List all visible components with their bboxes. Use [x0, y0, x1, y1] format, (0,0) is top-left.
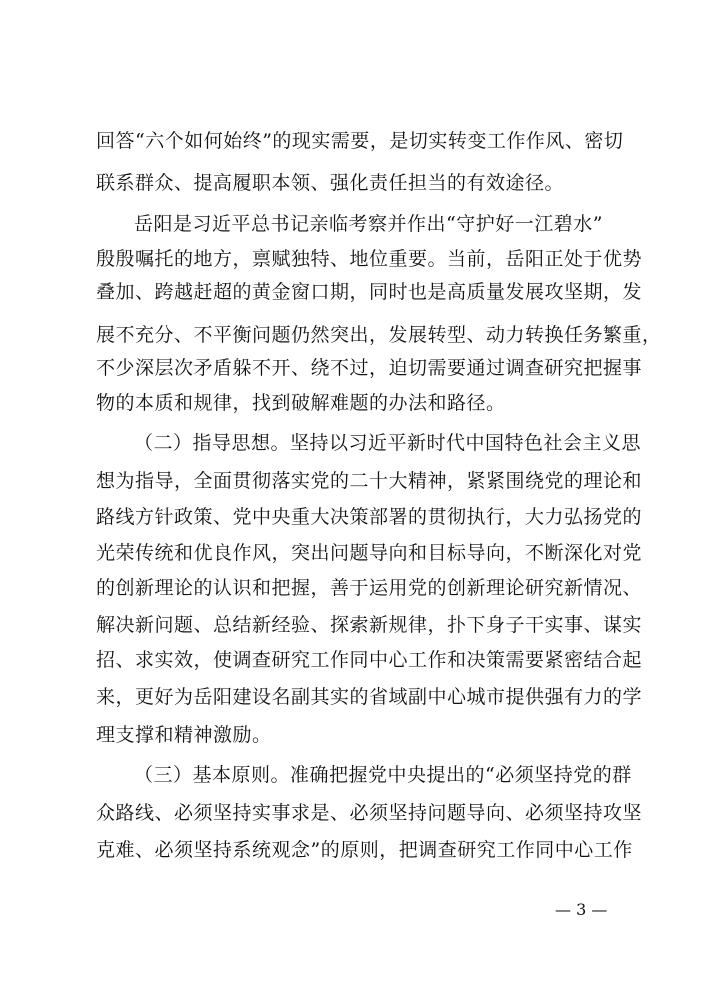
body-text-line: 解决新问题、总结新经验、探索新规律，扑下身子干实事、谋实 — [96, 614, 643, 636]
page-number: — 3 — — [555, 900, 608, 919]
body-text-line: 不少深层次矛盾躲不开、绕不过，迫切需要通过调查研究把握事 — [96, 357, 643, 379]
section-heading-line: （二）指导思想。坚持以习近平新时代中国特色社会主义思 — [134, 432, 642, 454]
body-text-line: 的创新理论的认识和把握，善于运用党的创新理论研究新情况、 — [96, 577, 643, 599]
body-text-line: 展不充分、不平衡问题仍然突出，发展转型、动力转换任务繁重， — [96, 324, 662, 346]
body-text-line: 殷殷嘱托的地方，禀赋独特、地位重要。当前，岳阳正处于优势 — [96, 248, 643, 270]
body-text-line: 克难、必须坚持系统观念”的原则，把调查研究工作同中心工作 — [96, 839, 633, 861]
body-text-line: 理支撑和精神激励。 — [96, 724, 272, 746]
body-text-line: 来，更好为岳阳建设名副其实的省域副中心城市提供强有力的学 — [96, 686, 643, 708]
body-text-line: 联系群众、提高履职本领、强化责任担当的有效途径。 — [96, 172, 565, 194]
body-text-line: 回答“六个如何始终”的现实需要，是切实转变工作作风、密切 — [96, 130, 624, 152]
body-text-line: 叠加、跨越赶超的黄金窗口期，同时也是高质量发展攻坚期，发 — [96, 281, 643, 303]
body-text-line: 众路线、必须坚持实事求是、必须坚持问题导向、必须坚持攻坚 — [96, 802, 643, 824]
body-text-line: 光荣传统和优良作风，突出问题导向和目标导向，不断深化对党 — [96, 542, 643, 564]
body-text-line: 想为指导，全面贯彻落实党的二十大精神，紧紧围绕党的理论和 — [96, 470, 643, 492]
section-heading-line: （三）基本原则。准确把握党中央提出的“必须坚持党的群 — [134, 764, 632, 786]
body-text-line: 物的本质和规律，找到破解难题的办法和路径。 — [96, 392, 506, 414]
body-text-line: 招、求实效，使调查研究工作同中心工作和决策需要紧密结合起 — [96, 649, 643, 671]
body-text-line: 路线方针政策、党中央重大决策部署的贯彻执行，大力弘扬党的 — [96, 506, 643, 528]
paragraph-first-line: 岳阳是习近平总书记亲临考察并作出“守护好一江碧水” — [134, 213, 603, 235]
